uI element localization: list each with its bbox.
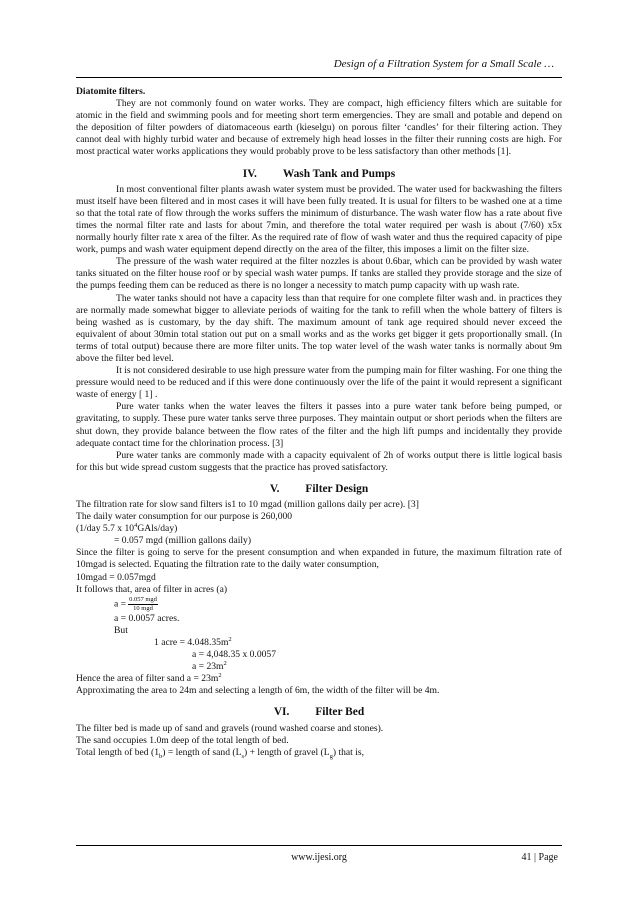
text-line: a = 4,048.35 x 0.0057 bbox=[192, 649, 277, 661]
article-body bbox=[76, 86, 562, 759]
paragraph: Pure water tanks are commonly made with a capacity equivalent of 2h of works output there is little logical basis for this but wide spread custom suggests that the practice has proved satisfactory. bbox=[76, 449, 562, 473]
fraction: $\frac{\text{0.057 mgd}}{\text{10 mgd}}$ bbox=[129, 595, 157, 612]
text-line: The daily water consumption for our purpose is 260,000 bbox=[76, 511, 293, 523]
text-line: a = 0.0057 acres. bbox=[114, 612, 180, 624]
text-line: But bbox=[114, 624, 128, 636]
paragraph: Pure water tanks when the water leaves the filters it passes into a pure water tank before being pumped, or gravitating, to supply. These pure water tanks serve three purposes. They maintain output or short periods when the filters are shut down, they provide balance between the flow rates of the filter and the high lift pumps and incidentally they provide adequate contact time for the chlorination process. [3] bbox=[76, 401, 562, 449]
text-line: Since the filter is going to serve for the present consumption and when expanded in future, the maximum filtration rate of 10mgad is selected. Equating the filtration rate to the daily water consumption, bbox=[76, 547, 562, 571]
fraction-equation: a = $\frac{\text{0.057 mgd}}{\text{10 mgd}}$ bbox=[114, 595, 157, 612]
section-number: IV. bbox=[242, 167, 257, 180]
text-line: Hence the area of filter sand $a = 23m^2$ bbox=[76, 672, 222, 685]
text-line: Approximating the area to 24m and selecting a length of 6m, the width of the filter will be 4m. bbox=[76, 685, 440, 697]
section-heading-filter-design bbox=[76, 483, 562, 495]
section-title: Filter Bed bbox=[315, 706, 365, 719]
text-line: $a = 23m^2$ bbox=[192, 659, 227, 673]
page-number: 41 | Page bbox=[521, 852, 558, 863]
paragraph: The water tanks should not have a capacity less than that require for one complete filter wash and. in practices they are normally made somewhat bigger to alleviate periods of waiting for the tank to refill when the whole battery of filters is being washed as is customary, by the day shift. The maximum amount of tank age required should never exceed the equivalent of about 30min total station out put on a small works and as the works get bigger it gets proportionally small. (In terms of total output) because there are more filter units. The top water level of the wash water tanks is normally about 9m above the filter bed level. bbox=[76, 292, 562, 364]
text-line: 1 acre = $4.048.35m^2$ bbox=[154, 635, 232, 648]
header-rule bbox=[76, 77, 562, 78]
text-line: The sand occupies 1.0m deep of the total length of bed. bbox=[76, 734, 289, 746]
footer-url[interactable]: www.ijesi.org bbox=[291, 852, 347, 863]
text-line: (1/day 5.7 x $10^4GAls/day$) bbox=[76, 522, 178, 535]
text-line: Total length of bed $(1_b)$ = length of sand $(L_s)$ + length of gravel $(L_g)$ that is, bbox=[76, 746, 365, 760]
diatomite-heading: Diatomite filters. bbox=[76, 86, 146, 97]
text-line: The filter bed is made up of sand and gravels (round washed coarse and stones). bbox=[76, 722, 384, 734]
text-line: The filtration rate for slow sand filters is1 to 10 mgad (million gallons daily per acre). [3] bbox=[76, 499, 419, 510]
equation-line: 10mgad = 0.057mgd bbox=[76, 571, 156, 583]
text-line: = 0.057 mgd (million gallons daily) bbox=[114, 535, 252, 547]
running-title: Design of a Filtration System for a Small Scale … bbox=[333, 58, 554, 70]
section-number: V. bbox=[269, 482, 280, 495]
section-heading-filter-bed bbox=[76, 706, 562, 718]
section-title: Wash Tank and Pumps bbox=[282, 167, 396, 180]
diatomite-paragraph: They are not commonly found on water works. They are compact, high efficiency filters which are suitable for atomic in the field and swimming pools and for meeting short term emergencies. They are small and potable and depend on the deposition of filter powders of diatomaceous earth (kieselgu) on porous filter ‘candles’ for their filtering action. They cannot deal with highly turbid water and because of extremely high head losses in the filter their running costs are high. For most practical water works applications they would probably prove to be less satisfactory than other methods [1]. bbox=[76, 98, 562, 158]
section-heading-wash-tank bbox=[76, 168, 562, 180]
paragraph: It is not considered desirable to use high pressure water from the pumping main for filter washing. For one thing the pressure would need to be reduced and if this were done continuously over the life of the paint it would represent a significant waste of energy [ 1] . bbox=[76, 365, 562, 401]
section-title: Filter Design bbox=[305, 482, 369, 495]
text-line: It follows that, area of filter in acres (a) bbox=[76, 583, 228, 595]
section-number: VI. bbox=[273, 706, 290, 719]
paragraph: The pressure of the wash water required at the filter nozzles is about 0.6bar, which can be provided by wash water tanks situated on the filter house roof or by special wash water pumps. If tanks are stalled they provide storage and the size of the pumps feeding them can be reduced as there is no longer a necessity to match pump capacity with up wash rate. bbox=[76, 256, 562, 292]
paragraph: In most conventional filter plants awash water system must be provided. The water used for backwashing the filters must itself have been filtered and in most cases it will have been fully treated. It is usual for filters to be washed one at a time so that the total rate of flow through the works suffers the minimum of disturbance. The wash water flow has a rate about five times the normal filter rate and lasts for about 7min, and therefore the total water required per wash is about (7/60) x5x normally hourly filter rate x area of the filter. As the required rate of flow of wash water and thus the required capacity of pipe work, pumps and wash water equipment depend directly on the area of the filter, this imposes a limit on the filter size. bbox=[76, 183, 562, 256]
footer-rule bbox=[76, 845, 562, 846]
